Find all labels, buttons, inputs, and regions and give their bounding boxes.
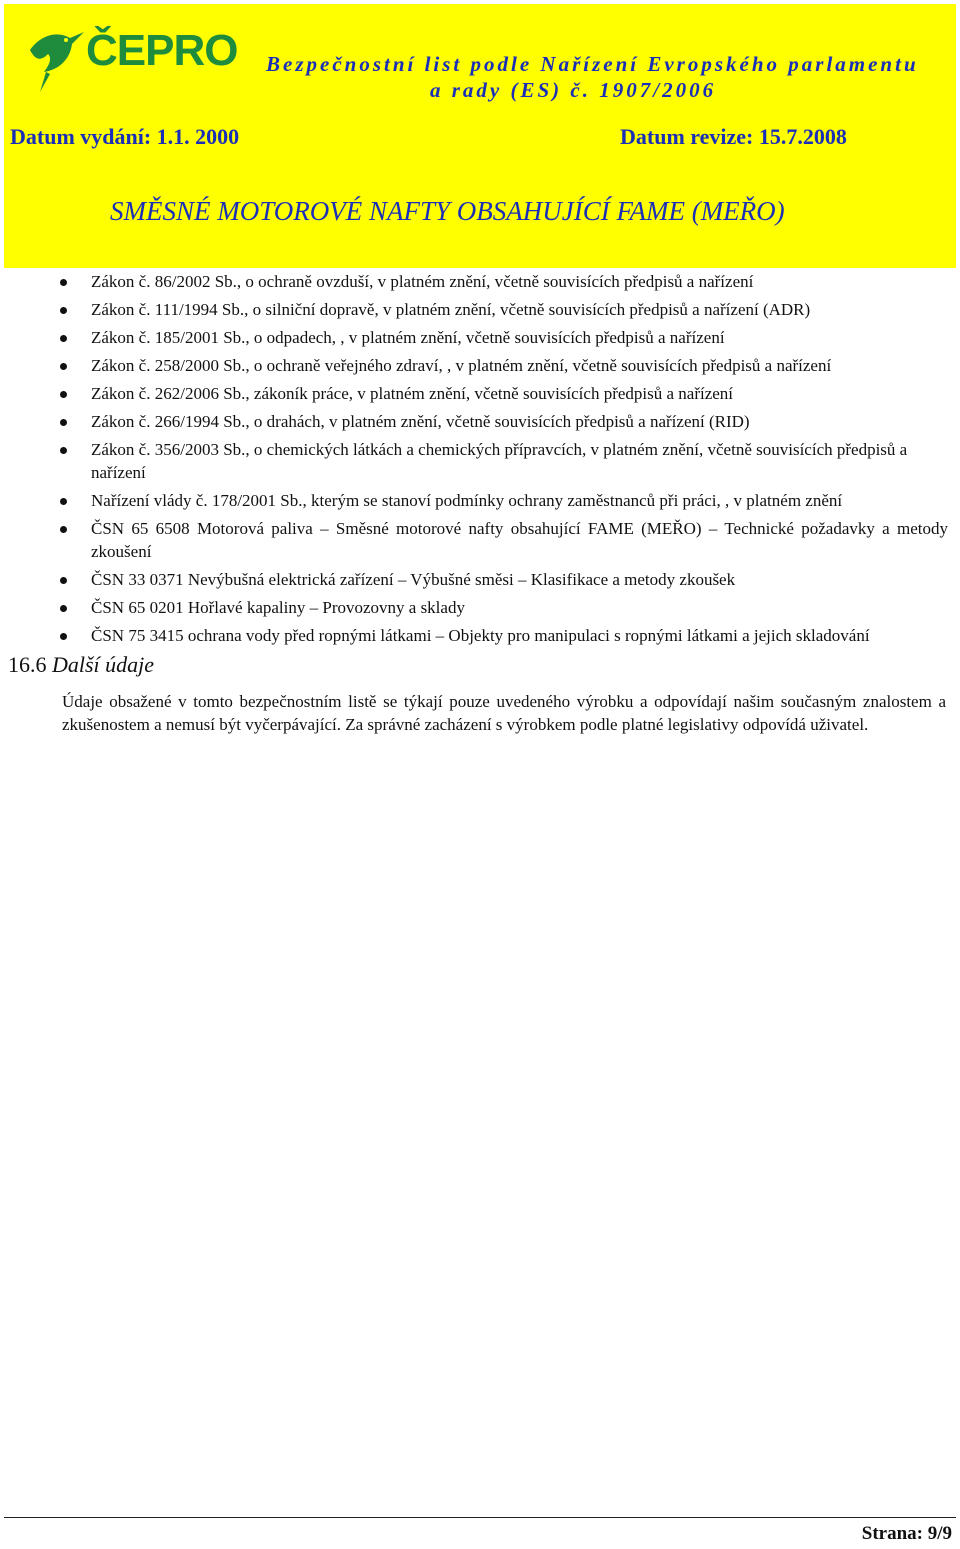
list-item: Zákon č. 86/2002 Sb., o ochraně ovzduší, v platném znění, včetně souvisících předpisů a nařízení	[0, 270, 960, 293]
document-header	[4, 4, 956, 268]
section-heading	[8, 652, 960, 678]
bullet-icon	[60, 363, 67, 370]
bullet-icon	[60, 307, 67, 314]
list-item: ČSN 75 3415 ochrana vody před ropnými látkami – Objekty pro manipulaci s ropnými látkami a jejich skladování	[0, 624, 960, 647]
list-item: Zákon č. 111/1994 Sb., o silniční dopravě, v platném znění, včetně souvisících předpisů a nařízení (ADR)	[0, 298, 960, 321]
bullet-icon	[60, 633, 67, 640]
product-name: SMĚSNÉ MOTOROVÉ NAFTY OBSAHUJÍCÍ FAME (MEŘO)	[110, 196, 785, 226]
page-number: Strana: 9/9	[861, 1523, 952, 1544]
list-item: ČSN 65 6508 Motorová paliva – Směsné motorové nafty obsahující FAME (MEŘO) – Technické požadavky a metody zkoušení	[0, 517, 960, 563]
bullet-icon	[60, 577, 67, 584]
bullet-icon	[60, 498, 67, 505]
list-item: Zákon č. 262/2006 Sb., zákoník práce, v platném znění, včetně souvisících předpisů a nařízení	[0, 382, 960, 405]
section-number: 16.6	[8, 652, 47, 677]
bullet-icon	[60, 526, 67, 533]
bullet-icon	[60, 391, 67, 398]
cepro-logo	[26, 16, 238, 94]
list-item: Zákon č. 266/1994 Sb., o drahách, v platném znění, včetně souvisících předpisů a nařízení (RID)	[0, 410, 960, 433]
regulation-title-line2: a rady (ES) č. 1907/2006	[430, 78, 717, 102]
bullet-icon	[60, 279, 67, 286]
bullet-icon	[60, 335, 67, 342]
bullet-icon	[60, 419, 67, 426]
list-item: ČSN 33 0371 Nevýbušná elektrická zařízení – Výbušné směsi – Klasifikace a metody zkoušek	[0, 568, 960, 591]
section-paragraph: Údaje obsažené v tomto bezpečnostním listě se týkají pouze uvedeného výrobku a odpovídají našim současným znalostem a zkušenostem a nemusí být vyčerpávající. Za správné zacházení s výrobkem podle platné legislativy odpovídá uživatel.	[62, 692, 946, 734]
list-item: Zákon č. 356/2003 Sb., o chemických látkách a chemických přípravcích, v platném znění, včetně souvisících předpisů a nařízení	[0, 438, 960, 484]
issue-date: Datum vydání: 1.1. 2000	[10, 124, 240, 149]
document-body	[0, 270, 960, 736]
list-item: ČSN 65 0201 Hořlavé kapaliny – Provozovny a sklady	[0, 596, 960, 619]
bullet-icon	[60, 447, 67, 454]
footer-divider	[4, 1517, 956, 1518]
regulations-list	[0, 270, 960, 647]
list-item: Nařízení vlády č. 178/2001 Sb., kterým se stanoví podmínky ochrany zaměstnanců při práci, , v platném znění	[0, 489, 960, 512]
list-item: Zákon č. 185/2001 Sb., o odpadech, , v platném znění, včetně souvisících předpisů a nařízení	[0, 326, 960, 349]
list-item: Zákon č. 258/2000 Sb., o ochraně veřejného zdraví, , v platném znění, včetně souvisících předpisů a nařízení	[0, 354, 960, 377]
bullet-icon	[60, 605, 67, 612]
hummingbird-icon	[26, 16, 86, 94]
logo-text: ČEPRO	[86, 26, 238, 75]
regulation-title: Bezpečnostní list podle Nařízení Evropského parlamentu	[266, 52, 919, 76]
revision-date: Datum revize: 15.7.2008	[620, 124, 847, 149]
section-title: Další údaje	[52, 652, 155, 677]
